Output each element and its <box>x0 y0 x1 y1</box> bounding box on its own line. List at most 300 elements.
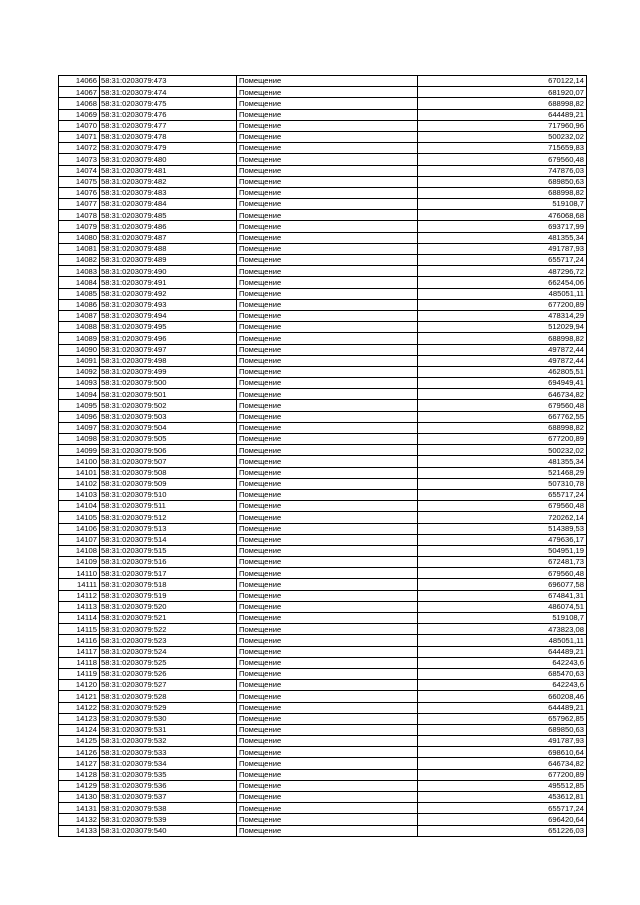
cadastral-number-cell: 58:31:0203079:485 <box>100 210 237 221</box>
cadastral-number-cell: 58:31:0203079:528 <box>100 691 237 702</box>
cadastral-number-cell: 58:31:0203079:504 <box>100 422 237 433</box>
cadastral-number-cell: 58:31:0203079:506 <box>100 445 237 456</box>
table-row <box>59 76 587 87</box>
cadastral-value-cell: 688998,82 <box>418 422 587 433</box>
object-type-cell: Помещение <box>237 646 418 657</box>
table-row <box>59 780 587 791</box>
cadastral-value-cell: 672481,73 <box>418 557 587 568</box>
object-type-cell: Помещение <box>237 691 418 702</box>
table-row <box>59 210 587 221</box>
table-row <box>59 724 587 735</box>
object-type-cell: Помещение <box>237 378 418 389</box>
cadastral-value-cell: 679560,48 <box>418 568 587 579</box>
table-row <box>59 266 587 277</box>
row-number-cell: 14096 <box>59 411 100 422</box>
object-type-cell: Помещение <box>237 680 418 691</box>
object-type-cell: Помещение <box>237 747 418 758</box>
object-type-cell: Помещение <box>237 76 418 87</box>
row-number-cell: 14103 <box>59 489 100 500</box>
row-number-cell: 14112 <box>59 590 100 601</box>
row-number-cell: 14095 <box>59 400 100 411</box>
cadastral-number-cell: 58:31:0203079:516 <box>100 557 237 568</box>
table-row <box>59 378 587 389</box>
cadastral-number-cell: 58:31:0203079:496 <box>100 333 237 344</box>
row-number-cell: 14069 <box>59 109 100 120</box>
row-number-cell: 14091 <box>59 355 100 366</box>
object-type-cell: Помещение <box>237 221 418 232</box>
cadastral-number-cell: 58:31:0203079:501 <box>100 389 237 400</box>
cadastral-value-cell: 693717,99 <box>418 221 587 232</box>
object-type-cell: Помещение <box>237 210 418 221</box>
row-number-cell: 14118 <box>59 657 100 668</box>
row-number-cell: 14116 <box>59 635 100 646</box>
table-row <box>59 277 587 288</box>
table-row <box>59 333 587 344</box>
row-number-cell: 14086 <box>59 299 100 310</box>
cadastral-value-cell: 462805,51 <box>418 366 587 377</box>
cadastral-number-cell: 58:31:0203079:477 <box>100 120 237 131</box>
cadastral-value-cell: 655717,24 <box>418 255 587 266</box>
cadastral-number-cell: 58:31:0203079:530 <box>100 713 237 724</box>
cadastral-value-cell: 655717,24 <box>418 803 587 814</box>
table-row <box>59 545 587 556</box>
table-row <box>59 478 587 489</box>
row-number-cell: 14072 <box>59 143 100 154</box>
table-row <box>59 310 587 321</box>
cadastral-value-cell: 481355,34 <box>418 456 587 467</box>
row-number-cell: 14111 <box>59 579 100 590</box>
table-row <box>59 825 587 836</box>
row-number-cell: 14126 <box>59 747 100 758</box>
cadastral-value-cell: 651226,03 <box>418 825 587 836</box>
object-type-cell: Помещение <box>237 501 418 512</box>
object-type-cell: Помещение <box>237 355 418 366</box>
cadastral-value-cell: 500232,02 <box>418 131 587 142</box>
row-number-cell: 14133 <box>59 825 100 836</box>
row-number-cell: 14084 <box>59 277 100 288</box>
table-row <box>59 523 587 534</box>
row-number-cell: 14127 <box>59 758 100 769</box>
object-type-cell: Помещение <box>237 478 418 489</box>
object-type-cell: Помещение <box>237 724 418 735</box>
object-type-cell: Помещение <box>237 624 418 635</box>
object-type-cell: Помещение <box>237 165 418 176</box>
cadastral-number-cell: 58:31:0203079:533 <box>100 747 237 758</box>
cadastral-number-cell: 58:31:0203079:537 <box>100 792 237 803</box>
row-number-cell: 14113 <box>59 601 100 612</box>
cadastral-number-cell: 58:31:0203079:482 <box>100 176 237 187</box>
table-row <box>59 98 587 109</box>
object-type-cell: Помещение <box>237 601 418 612</box>
table-row <box>59 199 587 210</box>
row-number-cell: 14093 <box>59 378 100 389</box>
cadastral-value-cell: 504951,19 <box>418 545 587 556</box>
object-type-cell: Помещение <box>237 434 418 445</box>
table-row <box>59 366 587 377</box>
row-number-cell: 14068 <box>59 98 100 109</box>
cadastral-value-cell: 507310,78 <box>418 478 587 489</box>
cadastral-value-cell: 497872,44 <box>418 355 587 366</box>
object-type-cell: Помещение <box>237 590 418 601</box>
cadastral-value-cell: 677200,89 <box>418 434 587 445</box>
cadastral-number-cell: 58:31:0203079:526 <box>100 668 237 679</box>
object-type-cell: Помещение <box>237 780 418 791</box>
table-row <box>59 355 587 366</box>
table-row <box>59 501 587 512</box>
cadastral-value-cell: 720262,14 <box>418 512 587 523</box>
object-type-cell: Помещение <box>237 154 418 165</box>
cadastral-value-cell: 694949,41 <box>418 378 587 389</box>
row-number-cell: 14122 <box>59 702 100 713</box>
table-row <box>59 456 587 467</box>
cadastral-value-cell: 677200,89 <box>418 299 587 310</box>
cadastral-number-cell: 58:31:0203079:486 <box>100 221 237 232</box>
row-number-cell: 14073 <box>59 154 100 165</box>
cadastral-number-cell: 58:31:0203079:531 <box>100 724 237 735</box>
object-type-cell: Помещение <box>237 557 418 568</box>
cadastral-value-cell: 476068,68 <box>418 210 587 221</box>
cadastral-value-cell: 696077,58 <box>418 579 587 590</box>
table-row <box>59 288 587 299</box>
table-row <box>59 109 587 120</box>
cadastral-number-cell: 58:31:0203079:478 <box>100 131 237 142</box>
cadastral-value-cell: 747876,03 <box>418 165 587 176</box>
cadastral-value-cell: 519108,7 <box>418 613 587 624</box>
row-number-cell: 14099 <box>59 445 100 456</box>
cadastral-value-cell: 679560,48 <box>418 501 587 512</box>
table-row <box>59 568 587 579</box>
table-row <box>59 758 587 769</box>
object-type-cell: Помещение <box>237 232 418 243</box>
row-number-cell: 14075 <box>59 176 100 187</box>
row-number-cell: 14089 <box>59 333 100 344</box>
cadastral-value-cell: 688998,82 <box>418 98 587 109</box>
row-number-cell: 14083 <box>59 266 100 277</box>
cadastral-value-cell: 688998,82 <box>418 187 587 198</box>
table-row <box>59 243 587 254</box>
object-type-cell: Помещение <box>237 310 418 321</box>
cadastral-value-cell: 667762,55 <box>418 411 587 422</box>
cadastral-value-cell: 491787,93 <box>418 736 587 747</box>
cadastral-number-cell: 58:31:0203079:512 <box>100 512 237 523</box>
cadastral-value-cell: 642243,6 <box>418 680 587 691</box>
object-type-cell: Помещение <box>237 243 418 254</box>
object-type-cell: Помещение <box>237 523 418 534</box>
table-row <box>59 221 587 232</box>
object-type-cell: Помещение <box>237 255 418 266</box>
object-type-cell: Помещение <box>237 87 418 98</box>
row-number-cell: 14080 <box>59 232 100 243</box>
cadastral-value-cell: 485051,11 <box>418 635 587 646</box>
table-row <box>59 702 587 713</box>
cadastral-value-cell: 453612,81 <box>418 792 587 803</box>
row-number-cell: 14090 <box>59 344 100 355</box>
row-number-cell: 14071 <box>59 131 100 142</box>
cadastral-number-cell: 58:31:0203079:518 <box>100 579 237 590</box>
object-type-cell: Помещение <box>237 512 418 523</box>
object-type-cell: Помещение <box>237 613 418 624</box>
table-row <box>59 512 587 523</box>
cadastral-value-cell: 512029,94 <box>418 322 587 333</box>
cadastral-value-cell: 674841,31 <box>418 590 587 601</box>
row-number-cell: 14102 <box>59 478 100 489</box>
table-row <box>59 322 587 333</box>
object-type-cell: Помещение <box>237 322 418 333</box>
object-type-cell: Помещение <box>237 344 418 355</box>
row-number-cell: 14129 <box>59 780 100 791</box>
cadastral-number-cell: 58:31:0203079:535 <box>100 769 237 780</box>
cadastral-value-cell: 715659,83 <box>418 143 587 154</box>
cadastral-number-cell: 58:31:0203079:513 <box>100 523 237 534</box>
cadastral-number-cell: 58:31:0203079:491 <box>100 277 237 288</box>
cadastral-number-cell: 58:31:0203079:534 <box>100 758 237 769</box>
object-type-cell: Помещение <box>237 769 418 780</box>
cadastral-number-cell: 58:31:0203079:539 <box>100 814 237 825</box>
cadastral-number-cell: 58:31:0203079:536 <box>100 780 237 791</box>
object-type-cell: Помещение <box>237 389 418 400</box>
row-number-cell: 14081 <box>59 243 100 254</box>
row-number-cell: 14106 <box>59 523 100 534</box>
row-number-cell: 14098 <box>59 434 100 445</box>
object-type-cell: Помещение <box>237 668 418 679</box>
row-number-cell: 14110 <box>59 568 100 579</box>
cadastral-value-cell: 478314,29 <box>418 310 587 321</box>
object-type-cell: Помещение <box>237 187 418 198</box>
cadastral-number-cell: 58:31:0203079:505 <box>100 434 237 445</box>
object-type-cell: Помещение <box>237 825 418 836</box>
row-number-cell: 14104 <box>59 501 100 512</box>
table-row <box>59 579 587 590</box>
cadastral-value-cell: 500232,02 <box>418 445 587 456</box>
object-type-cell: Помещение <box>237 445 418 456</box>
cadastral-value-cell: 688998,82 <box>418 333 587 344</box>
row-number-cell: 14117 <box>59 646 100 657</box>
table-row <box>59 154 587 165</box>
property-table <box>58 75 587 837</box>
table-row <box>59 769 587 780</box>
cadastral-number-cell: 58:31:0203079:487 <box>100 232 237 243</box>
cadastral-number-cell: 58:31:0203079:473 <box>100 76 237 87</box>
cadastral-value-cell: 644489,21 <box>418 109 587 120</box>
cadastral-number-cell: 58:31:0203079:474 <box>100 87 237 98</box>
cadastral-number-cell: 58:31:0203079:524 <box>100 646 237 657</box>
object-type-cell: Помещение <box>237 131 418 142</box>
object-type-cell: Помещение <box>237 579 418 590</box>
table-row <box>59 590 587 601</box>
cadastral-number-cell: 58:31:0203079:511 <box>100 501 237 512</box>
table-row <box>59 389 587 400</box>
cadastral-number-cell: 58:31:0203079:507 <box>100 456 237 467</box>
cadastral-number-cell: 58:31:0203079:490 <box>100 266 237 277</box>
cadastral-number-cell: 58:31:0203079:481 <box>100 165 237 176</box>
cadastral-number-cell: 58:31:0203079:520 <box>100 601 237 612</box>
table-row <box>59 613 587 624</box>
cadastral-number-cell: 58:31:0203079:529 <box>100 702 237 713</box>
cadastral-number-cell: 58:31:0203079:517 <box>100 568 237 579</box>
cadastral-number-cell: 58:31:0203079:497 <box>100 344 237 355</box>
table-row <box>59 232 587 243</box>
table-row <box>59 646 587 657</box>
table-row <box>59 489 587 500</box>
row-number-cell: 14125 <box>59 736 100 747</box>
table-row <box>59 131 587 142</box>
row-number-cell: 14101 <box>59 467 100 478</box>
cadastral-number-cell: 58:31:0203079:540 <box>100 825 237 836</box>
table-row <box>59 624 587 635</box>
cadastral-number-cell: 58:31:0203079:508 <box>100 467 237 478</box>
cadastral-number-cell: 58:31:0203079:475 <box>100 98 237 109</box>
cadastral-value-cell: 519108,7 <box>418 199 587 210</box>
row-number-cell: 14078 <box>59 210 100 221</box>
table-row <box>59 736 587 747</box>
cadastral-number-cell: 58:31:0203079:498 <box>100 355 237 366</box>
cadastral-number-cell: 58:31:0203079:538 <box>100 803 237 814</box>
cadastral-value-cell: 696420,64 <box>418 814 587 825</box>
object-type-cell: Помещение <box>237 333 418 344</box>
cadastral-value-cell: 473823,08 <box>418 624 587 635</box>
row-number-cell: 14087 <box>59 310 100 321</box>
row-number-cell: 14105 <box>59 512 100 523</box>
row-number-cell: 14070 <box>59 120 100 131</box>
table-row <box>59 814 587 825</box>
object-type-cell: Помещение <box>237 545 418 556</box>
row-number-cell: 14108 <box>59 545 100 556</box>
row-number-cell: 14074 <box>59 165 100 176</box>
row-number-cell: 14092 <box>59 366 100 377</box>
table-row <box>59 120 587 131</box>
row-number-cell: 14109 <box>59 557 100 568</box>
cadastral-number-cell: 58:31:0203079:493 <box>100 299 237 310</box>
object-type-cell: Помещение <box>237 120 418 131</box>
cadastral-value-cell: 644489,21 <box>418 646 587 657</box>
cadastral-number-cell: 58:31:0203079:514 <box>100 534 237 545</box>
table-row <box>59 680 587 691</box>
cadastral-value-cell: 646734,82 <box>418 389 587 400</box>
cadastral-value-cell: 685470,63 <box>418 668 587 679</box>
object-type-cell: Помещение <box>237 199 418 210</box>
table-row <box>59 557 587 568</box>
row-number-cell: 14120 <box>59 680 100 691</box>
cadastral-number-cell: 58:31:0203079:509 <box>100 478 237 489</box>
row-number-cell: 14123 <box>59 713 100 724</box>
table-row <box>59 255 587 266</box>
object-type-cell: Помещение <box>237 266 418 277</box>
cadastral-number-cell: 58:31:0203079:492 <box>100 288 237 299</box>
cadastral-number-cell: 58:31:0203079:484 <box>100 199 237 210</box>
cadastral-number-cell: 58:31:0203079:499 <box>100 366 237 377</box>
cadastral-value-cell: 660208,46 <box>418 691 587 702</box>
cadastral-value-cell: 644489,21 <box>418 702 587 713</box>
row-number-cell: 14119 <box>59 668 100 679</box>
cadastral-number-cell: 58:31:0203079:525 <box>100 657 237 668</box>
document-page <box>58 75 586 837</box>
table-row <box>59 400 587 411</box>
cadastral-number-cell: 58:31:0203079:527 <box>100 680 237 691</box>
cadastral-number-cell: 58:31:0203079:495 <box>100 322 237 333</box>
table-row <box>59 87 587 98</box>
object-type-cell: Помещение <box>237 489 418 500</box>
cadastral-number-cell: 58:31:0203079:515 <box>100 545 237 556</box>
cadastral-value-cell: 657962,85 <box>418 713 587 724</box>
table-row <box>59 747 587 758</box>
cadastral-value-cell: 486074,51 <box>418 601 587 612</box>
cadastral-value-cell: 521468,29 <box>418 467 587 478</box>
table-row <box>59 635 587 646</box>
object-type-cell: Помещение <box>237 467 418 478</box>
cadastral-number-cell: 58:31:0203079:500 <box>100 378 237 389</box>
cadastral-number-cell: 58:31:0203079:476 <box>100 109 237 120</box>
cadastral-number-cell: 58:31:0203079:503 <box>100 411 237 422</box>
table-row <box>59 534 587 545</box>
object-type-cell: Помещение <box>237 713 418 724</box>
table-row <box>59 143 587 154</box>
object-type-cell: Помещение <box>237 299 418 310</box>
row-number-cell: 14079 <box>59 221 100 232</box>
row-number-cell: 14066 <box>59 76 100 87</box>
cadastral-value-cell: 679560,48 <box>418 154 587 165</box>
cadastral-value-cell: 481355,34 <box>418 232 587 243</box>
row-number-cell: 14115 <box>59 624 100 635</box>
cadastral-value-cell: 491787,93 <box>418 243 587 254</box>
cadastral-number-cell: 58:31:0203079:480 <box>100 154 237 165</box>
cadastral-value-cell: 655717,24 <box>418 489 587 500</box>
object-type-cell: Помещение <box>237 143 418 154</box>
cadastral-value-cell: 514389,53 <box>418 523 587 534</box>
cadastral-number-cell: 58:31:0203079:522 <box>100 624 237 635</box>
cadastral-value-cell: 689850,63 <box>418 724 587 735</box>
object-type-cell: Помещение <box>237 366 418 377</box>
table-row <box>59 713 587 724</box>
cadastral-number-cell: 58:31:0203079:523 <box>100 635 237 646</box>
table-body <box>59 76 587 837</box>
object-type-cell: Помещение <box>237 176 418 187</box>
table-row <box>59 792 587 803</box>
row-number-cell: 14100 <box>59 456 100 467</box>
table-row <box>59 691 587 702</box>
cadastral-value-cell: 487296,72 <box>418 266 587 277</box>
row-number-cell: 14132 <box>59 814 100 825</box>
row-number-cell: 14131 <box>59 803 100 814</box>
cadastral-value-cell: 646734,82 <box>418 758 587 769</box>
cadastral-number-cell: 58:31:0203079:532 <box>100 736 237 747</box>
table-row <box>59 803 587 814</box>
table-row <box>59 434 587 445</box>
object-type-cell: Помещение <box>237 534 418 545</box>
row-number-cell: 14097 <box>59 422 100 433</box>
object-type-cell: Помещение <box>237 456 418 467</box>
cadastral-value-cell: 698610,64 <box>418 747 587 758</box>
cadastral-value-cell: 670122,14 <box>418 76 587 87</box>
cadastral-value-cell: 479636,17 <box>418 534 587 545</box>
table-row <box>59 176 587 187</box>
cadastral-value-cell: 642243,6 <box>418 657 587 668</box>
row-number-cell: 14067 <box>59 87 100 98</box>
row-number-cell: 14130 <box>59 792 100 803</box>
table-row <box>59 165 587 176</box>
object-type-cell: Помещение <box>237 736 418 747</box>
row-number-cell: 14124 <box>59 724 100 735</box>
row-number-cell: 14082 <box>59 255 100 266</box>
object-type-cell: Помещение <box>237 792 418 803</box>
cadastral-number-cell: 58:31:0203079:479 <box>100 143 237 154</box>
object-type-cell: Помещение <box>237 803 418 814</box>
cadastral-number-cell: 58:31:0203079:519 <box>100 590 237 601</box>
cadastral-value-cell: 677200,89 <box>418 769 587 780</box>
cadastral-value-cell: 689850,63 <box>418 176 587 187</box>
cadastral-value-cell: 681920,07 <box>418 87 587 98</box>
object-type-cell: Помещение <box>237 411 418 422</box>
table-row <box>59 467 587 478</box>
